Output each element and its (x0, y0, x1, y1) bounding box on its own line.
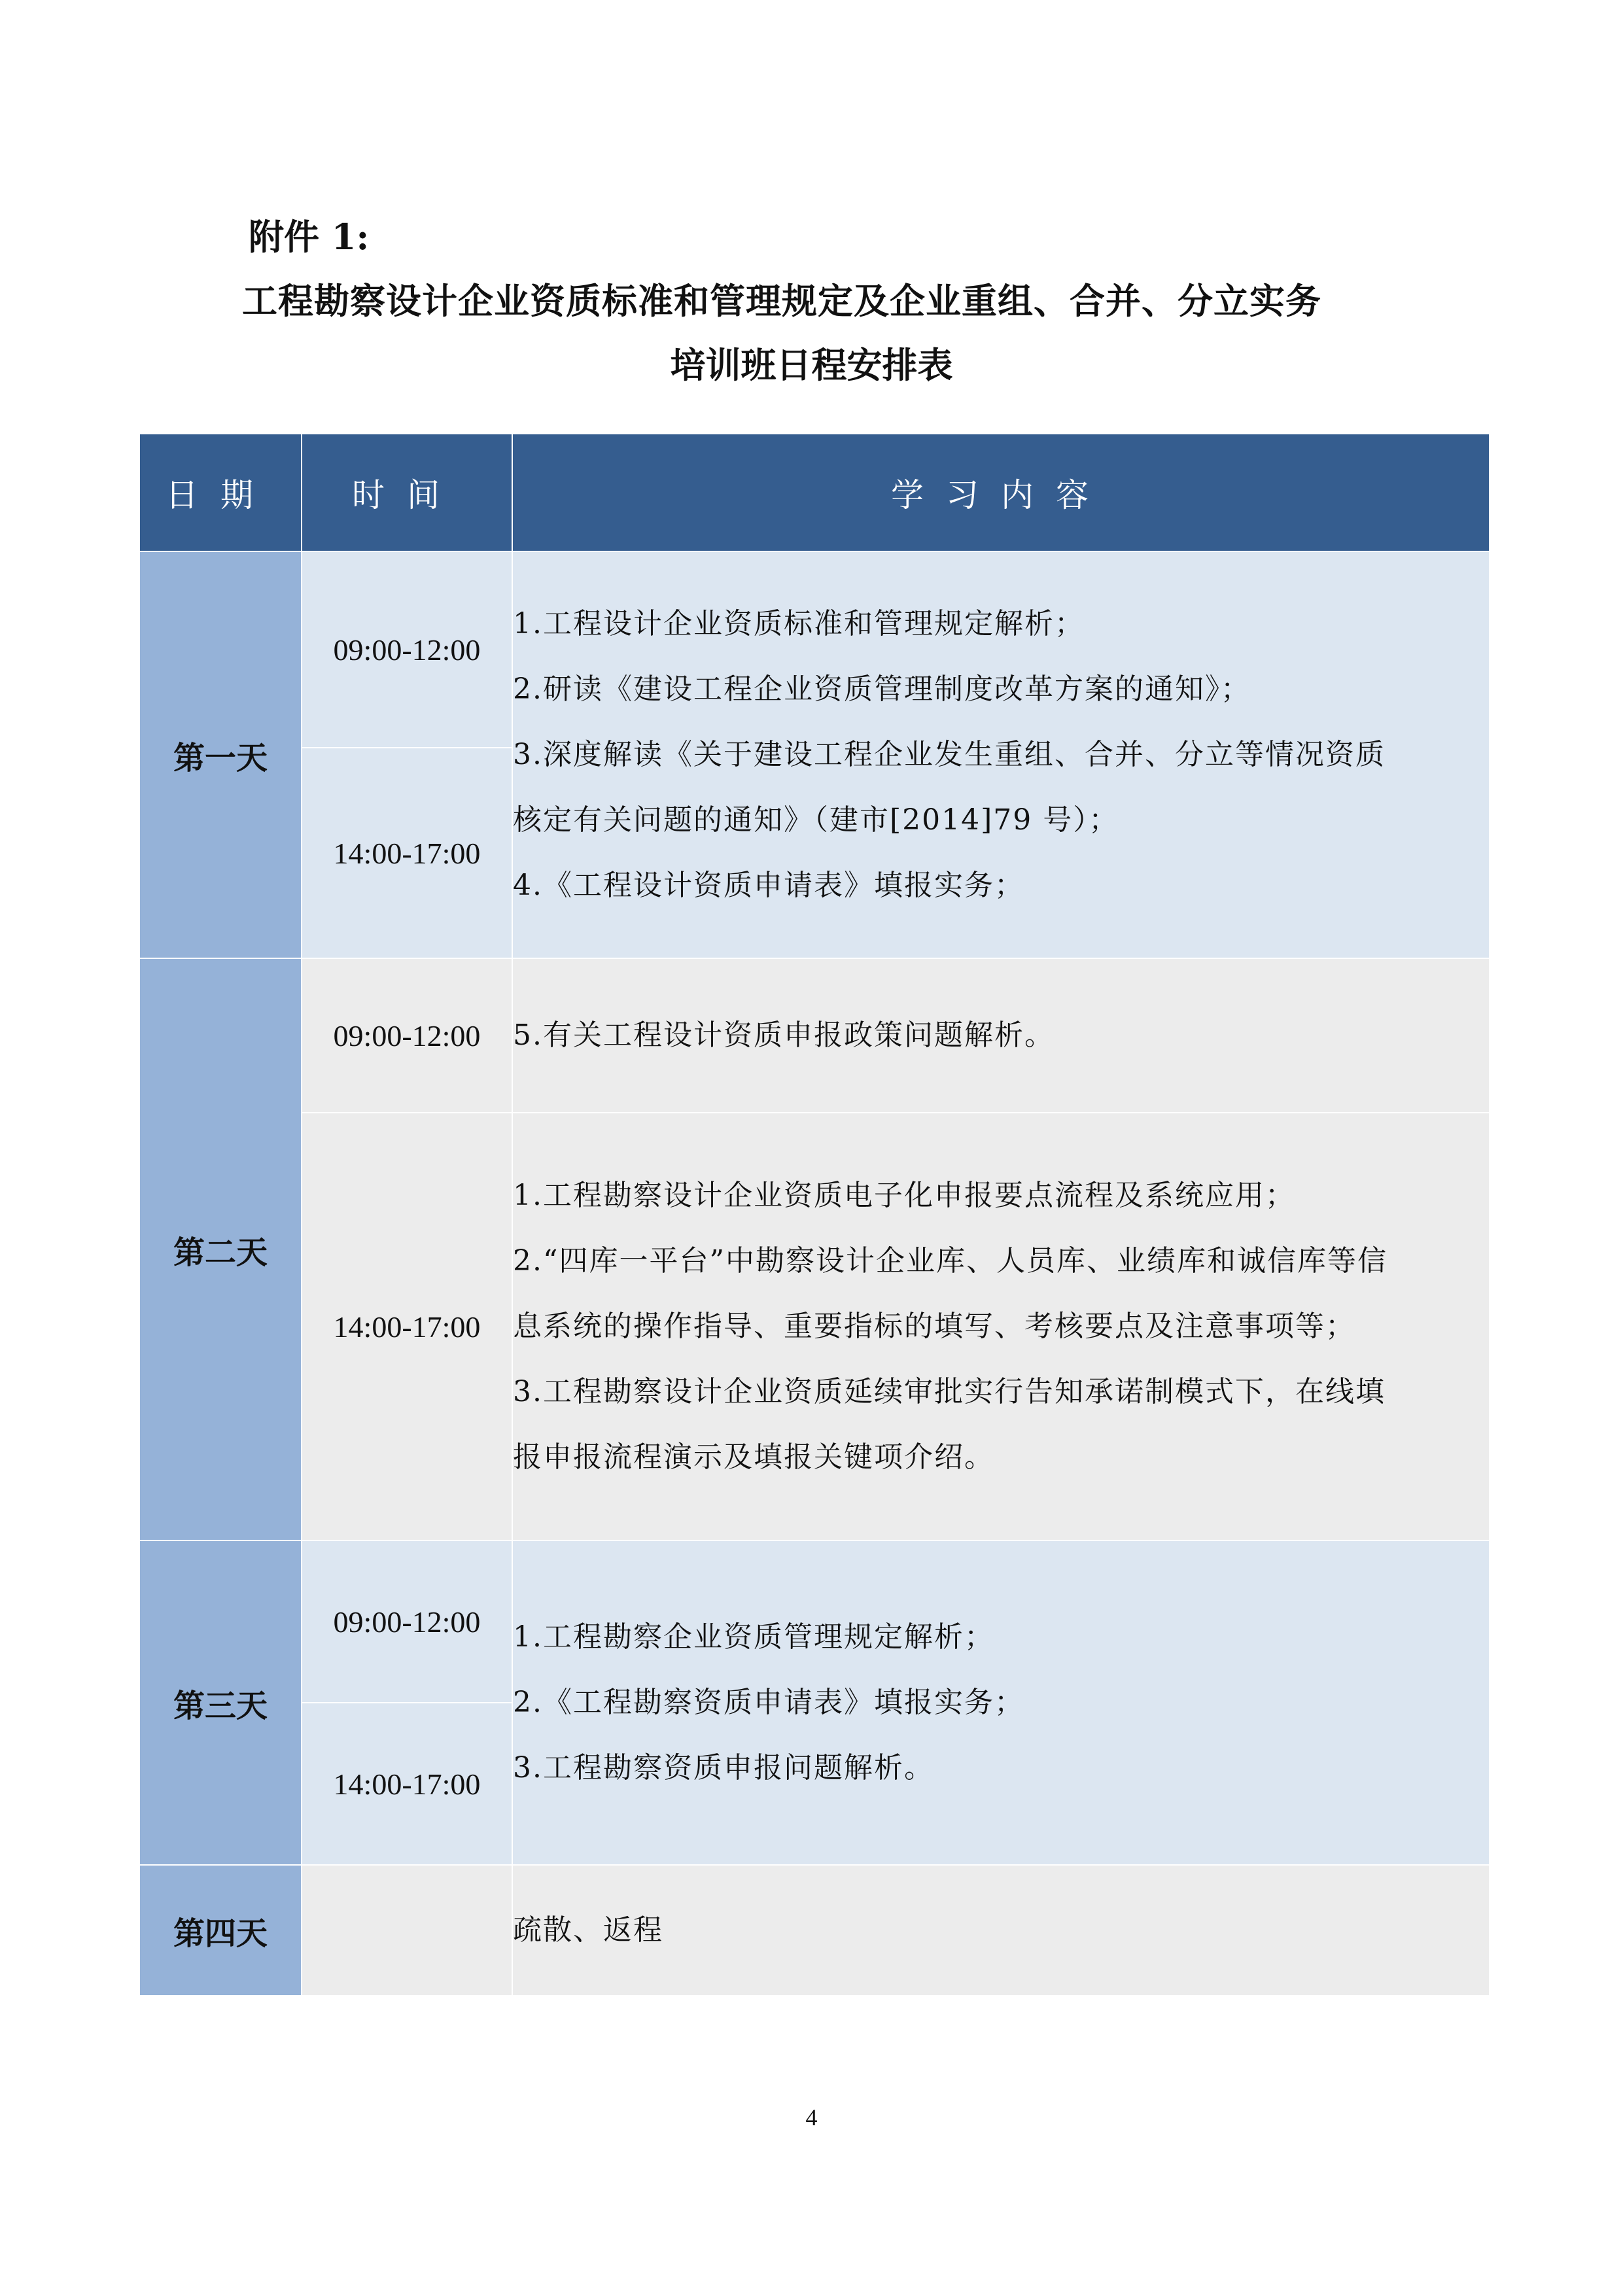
content-line: 1.工程勘察企业资质管理规定解析； (513, 1620, 994, 1654)
table-row-day3-am (139, 1540, 1490, 1703)
table-row-day1-am (139, 551, 1490, 748)
content-cell-day1 (512, 551, 1490, 958)
content-line: 3.工程勘察资质申报问题解析。 (513, 1751, 934, 1784)
content-line: 1.工程勘察设计企业资质电子化申报要点流程及系统应用； (513, 1179, 1295, 1212)
content-line: 3.深度解读《关于建设工程企业发生重组、合并、分立等情况资质 (513, 738, 1386, 771)
time-cell-day1-am: 09:00-12:00 (302, 551, 512, 748)
time-cell-day1-pm: 14:00-17:00 (302, 748, 512, 958)
page-number: 4 (805, 2104, 818, 2131)
content-line: 息系统的操作指导、重要指标的填写、考核要点及注意事项等； (513, 1310, 1355, 1343)
header-time: 时间 (302, 434, 512, 551)
table-row-day2-pm (139, 1113, 1490, 1540)
content-cell-day3 (512, 1540, 1490, 1865)
header-content: 学习内容 (512, 434, 1490, 551)
content-line: 4.《工程设计资质申请表》填报实务； (513, 869, 1024, 902)
table-row-day4 (139, 1865, 1490, 1996)
content-line: 5.有关工程设计资质申报政策问题解析。 (513, 1018, 1055, 1052)
schedule-table (139, 433, 1490, 1996)
time-cell-day2-pm: 14:00-17:00 (302, 1113, 512, 1540)
content-line: 2.《工程勘察资质申请表》填报实务； (513, 1686, 1024, 1719)
content-line: 报申报流程演示及填报关键项介绍。 (513, 1440, 994, 1474)
content-line: 3.工程勘察设计企业资质延续审批实行告知承诺制模式下，在线填 (513, 1375, 1386, 1408)
time-cell-day4 (302, 1865, 512, 1996)
day-label-1: 第一天 (139, 551, 302, 958)
content-line: 疏散、返程 (513, 1913, 663, 1947)
time-cell-day2-am: 09:00-12:00 (302, 958, 512, 1113)
content-cell-day4 (512, 1865, 1490, 1996)
table-row-day2-am (139, 958, 1490, 1113)
content-line: 核定有关问题的通知》（建市[2014]79 号）； (513, 803, 1119, 837)
content-line: 2.研读《建设工程企业资质管理制度改革方案的通知》； (513, 672, 1251, 706)
day-label-3: 第三天 (139, 1540, 302, 1865)
content-line: 2.“四库一平台”中勘察设计企业库、人员库、业绩库和诚信库等信 (513, 1244, 1387, 1278)
header-date: 日期 (139, 434, 302, 551)
document-title-line-2: 培训班日程安排表 (670, 344, 953, 386)
time-cell-day3-pm: 14:00-17:00 (302, 1703, 512, 1865)
day-label-4: 第四天 (139, 1865, 302, 1996)
content-cell-day2-pm (512, 1113, 1490, 1540)
content-line: 1.工程设计企业资质标准和管理规定解析； (513, 607, 1085, 640)
content-cell-day2-am (512, 958, 1490, 1113)
day-label-2: 第二天 (139, 958, 302, 1540)
table-header-row (139, 434, 1490, 551)
attachment-label: 附件 1: (249, 216, 370, 258)
time-cell-day3-am: 09:00-12:00 (302, 1540, 512, 1703)
document-title-line-1: 工程勘察设计企业资质标准和管理规定及企业重组、合并、分立实务 (242, 280, 1321, 322)
